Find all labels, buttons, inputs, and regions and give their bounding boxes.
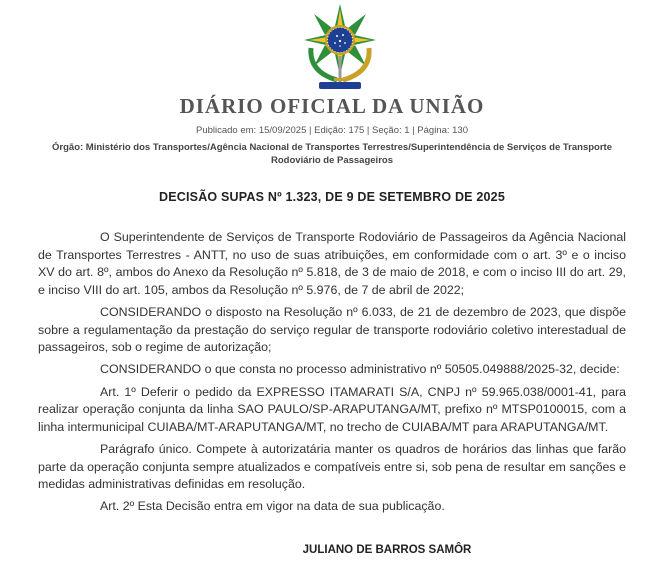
decision-title: DECISÃO SUPAS Nº 1.323, DE 9 DE SETEMBRO DE 2025 [159,190,505,204]
signature-block [0,544,664,556]
masthead-title: DIÁRIO OFICIAL DA UNIÃO [179,94,485,118]
sole-paragraph: Parágrafo único. Compete à autorizatária manter os quadros de horários das linhas que farão parte da operação conjunta sempre atualizados e compatíveis entre si, sob pena de resultar em sanções e medidas administrativas definidas em resolução. [38,441,626,492]
considerando-paragraph-1: CONSIDERANDO o disposto na Resolução nº 6.033, de 21 de dezembro de 2023, que dispõe sobre a regulamentação da prestação do serviço regular de transporte rodoviário coletivo interestadual de passageiros, sob o regime de autorização; [38,304,626,355]
considerando-paragraph-2: CONSIDERANDO o que consta no processo administrativo nº 50505.049888/2025-32, decide: [100,362,620,377]
article-1-paragraph: Art. 1º Deferir o pedido da EXPRESSO ITAMARATI S/A, CNPJ nº 59.965.038/0001-41, para realizar operação conjunta da linha SAO PAULO/SP-ARAPUTANGA/MT, prefixo nº MTSP0100015, com a linha intermunicipal CUIABA/MT-ARAPUTANGA/MT, no trecho de CUIABA/MT para ARAPUTANGA/MT. [38,384,626,434]
article-2-paragraph: Art. 2º Esta Decisão entra em vigor na data de sua publicação. [100,499,445,514]
publication-info: Publicado em: 15/09/2025 | Edição: 175 | Seção: 1 | Página: 130 [195,125,468,136]
decision-body [38,229,626,520]
preamble-paragraph: O Superintendente de Serviços de Transporte Rodoviário de Passageiros da Agência Nacional de Transportes Terrestres - ANTT, no uso de suas atribuições, em conformidade com o art. 3º e o inciso XV do art. 8º, ambos do Anexo da Resolução nº 5.818, de 3 de maio de 2018, e com o inciso III do art. 29, e inciso VIII do art. 105, ambos da Resolução nº 5.976, de 7 de abril de 2022; [38,230,626,297]
brazil-coat-of-arms-icon [301,4,379,90]
issuing-body: Órgão: Ministério dos Transportes/Agência Nacional de Transportes Terrestres/Superintendência de Serviços de Transporte Rodoviário de Passageiros [52,142,612,166]
signatory-name: JULIANO DE BARROS SAMÔR [302,544,472,556]
